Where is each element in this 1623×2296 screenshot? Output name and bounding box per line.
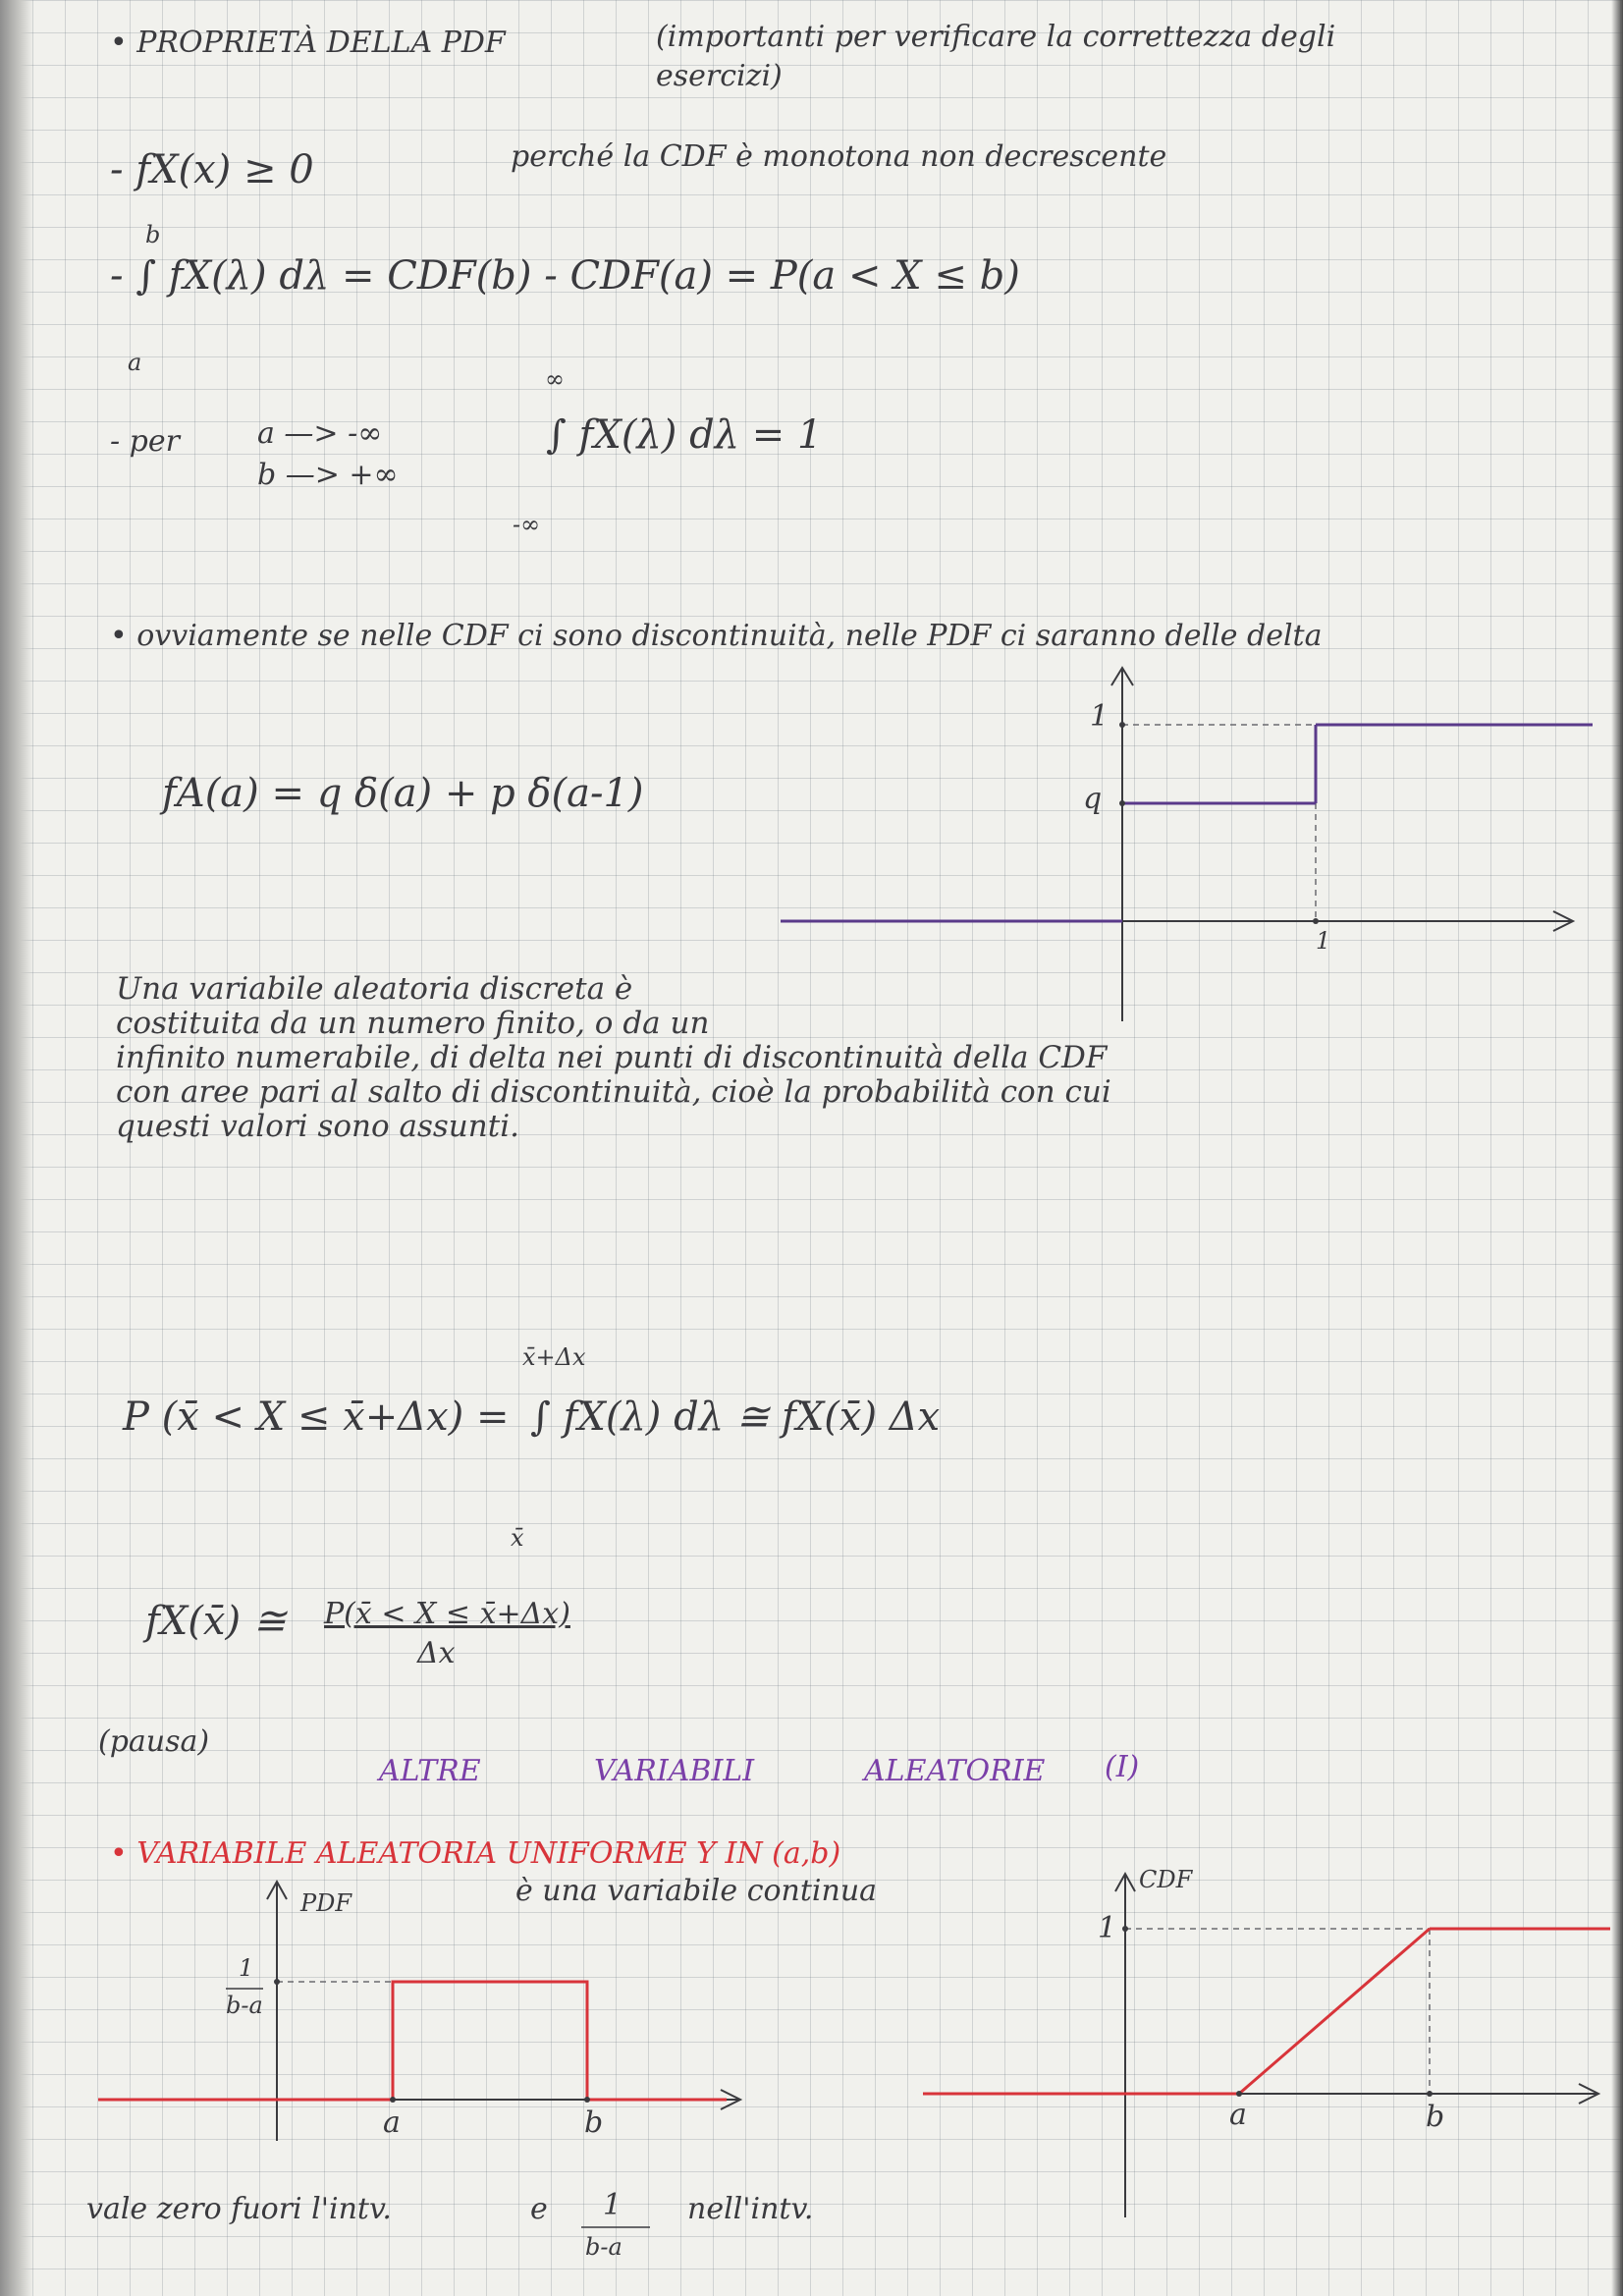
property-nonnegative-reason: perché la CDF è monotona non decrescente: [511, 139, 1167, 174]
pdf-label-a: a: [383, 2105, 401, 2140]
pause-note: (pausa): [98, 1724, 210, 1759]
pdf-height-numerator: 1: [239, 1954, 254, 1982]
cdf-label-q: q: [1083, 782, 1103, 816]
uniform-continuous-note: è una variabile continua: [515, 1874, 878, 1908]
pdf-label-b: b: [584, 2105, 604, 2140]
pdf-uniform-rectangle: [393, 1982, 587, 2100]
cdf-label-x1: 1: [1316, 927, 1331, 955]
limit-a-to-minus-infinity: a —> -∞: [257, 416, 383, 451]
cdf-label-1: 1: [1090, 699, 1109, 734]
uniform-cdf-tick-a: [1236, 2091, 1242, 2097]
properties-note-line1: (importanti per verificare la correttezza degli: [656, 20, 1336, 54]
uniform-cdf-tick-b: [1427, 2091, 1433, 2097]
integral-lower-bound-minus-infinity: -∞: [513, 511, 541, 538]
pdf-axis-label: PDF: [300, 1889, 352, 1917]
properties-note-line2: esercizi): [656, 59, 783, 93]
continuous-integral-upper: x̄+Δx: [522, 1343, 586, 1371]
uniform-variable-heading: • VARIABILE ALEATORIA UNIFORME Y IN (a,b): [110, 1836, 841, 1871]
discrete-variable-definition: Una variabile aleatoria discreta è costituita da un numero finito, o da un infinito numerabile, di delta nei punti di discontinuità della CDF con aree pari al salto di discontinuità, cioè la probabilità con cui questi valori sono assunti.: [116, 971, 1111, 1144]
property-limit-prefix: - per: [110, 424, 180, 459]
probability-interval-rhs: ∫ fX(λ) dλ ≅ fX(x̄) Δx: [530, 1394, 941, 1440]
pdf-approx-denominator: Δx: [417, 1636, 456, 1670]
integral-lower-bound-a: a: [128, 349, 142, 376]
property-nonnegative-formula: - fX(x) ≥ 0: [110, 147, 314, 192]
section-title-variabili: VARIABILI: [594, 1754, 755, 1788]
uniform-cdf-label-a: a: [1229, 2098, 1247, 2132]
section-title-roman-one: (I): [1105, 1750, 1140, 1784]
uniform-cdf-label-1: 1: [1098, 1911, 1117, 1945]
pdf-height-denominator: b-a: [226, 1992, 263, 2019]
integral-upper-bound-infinity: ∞: [545, 365, 565, 393]
property-integral-ab-formula: - ∫ fX(λ) dλ = CDF(b) - CDF(a) = P(a < X ≤ b): [110, 253, 1020, 299]
footer-conjunction: e: [530, 2192, 548, 2226]
discontinuity-delta-note: • ovviamente se nelle CDF ci sono discontinuità, nelle PDF ci saranno delle delta: [110, 619, 1323, 653]
uniform-cdf-axis-label: CDF: [1139, 1866, 1193, 1893]
pdf-properties-heading: • PROPRIETÀ DELLA PDF: [110, 26, 506, 60]
footer-fraction-numerator: 1: [603, 2188, 622, 2222]
uniform-cdf-ramp: [1239, 1929, 1430, 2094]
section-title-aleatorie: ALEATORIE: [864, 1754, 1046, 1788]
footer-fraction-denominator: b-a: [585, 2233, 622, 2261]
integral-upper-bound-b: b: [145, 221, 161, 248]
footer-inside-interval: nell'intv.: [687, 2192, 814, 2226]
uniform-cdf-tick-1: [1122, 1926, 1128, 1932]
continuous-integral-lower: x̄: [511, 1524, 524, 1552]
uniform-cdf-label-b: b: [1426, 2100, 1445, 2134]
discrete-pdf-formula: fA(a) = q δ(a) + p δ(a-1): [162, 771, 644, 816]
pdf-tick-a: [390, 2097, 396, 2103]
pdf-approx-lhs: fX(x̄) ≅: [145, 1599, 287, 1644]
probability-interval-lhs: P (x̄ < X ≤ x̄+Δx) =: [123, 1394, 510, 1440]
property-unit-area-formula: ∫ fX(λ) dλ = 1: [546, 412, 823, 458]
footer-zero-outside: vale zero fuori l'intv.: [86, 2192, 392, 2226]
section-title-altre: ALTRE: [379, 1754, 481, 1788]
pdf-tick-height: [274, 1979, 280, 1985]
limit-b-to-plus-infinity: b —> +∞: [257, 458, 399, 492]
pdf-approx-numerator: P(x̄ < X ≤ x̄+Δx): [324, 1597, 570, 1631]
pdf-tick-b: [584, 2097, 590, 2103]
